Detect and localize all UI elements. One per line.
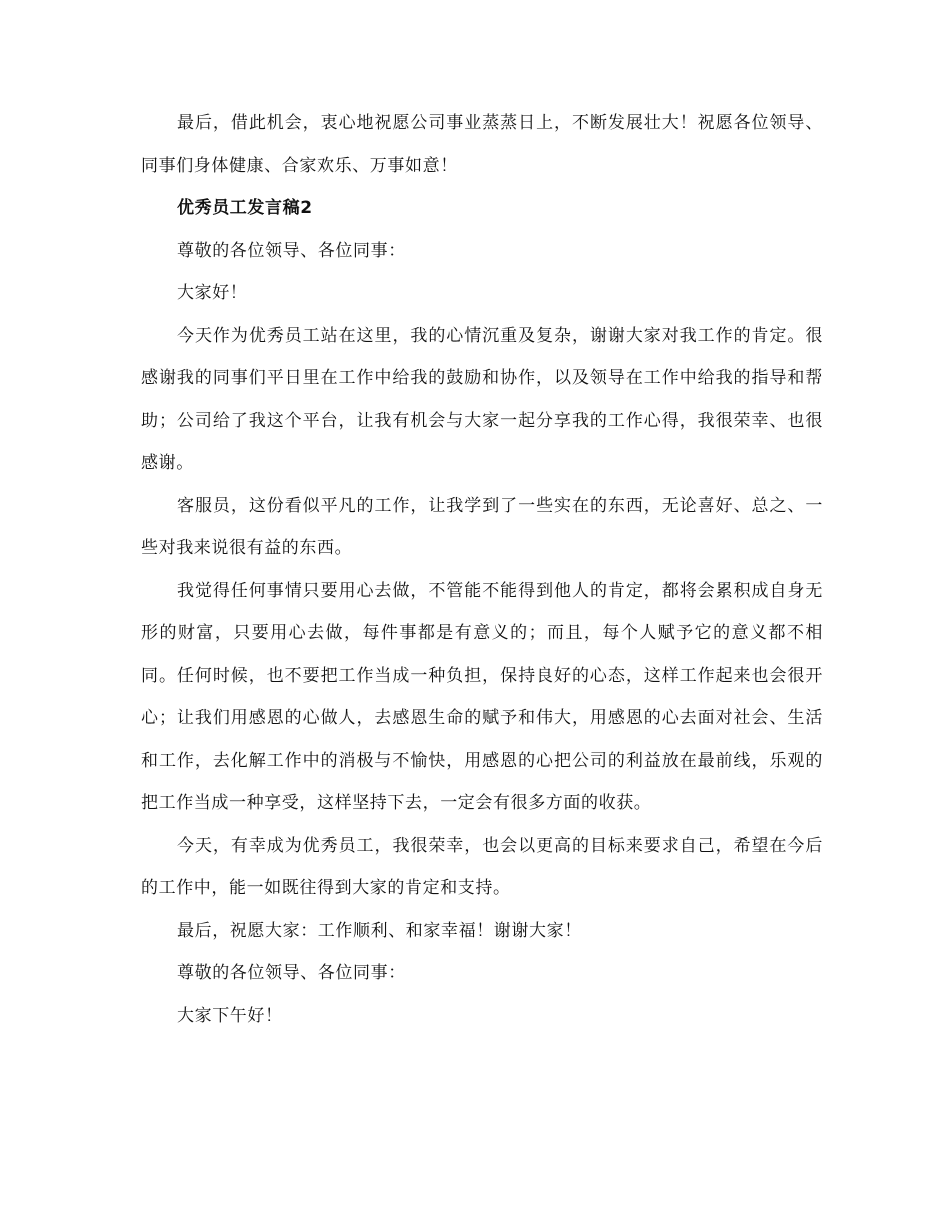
salutation: 尊敬的各位领导、各位同事： (177, 963, 406, 983)
closing-paragraph: 最后，祝愿大家：工作顺利、和家幸福！谢谢大家！ (177, 920, 582, 941)
body-paragraph: 我觉得任何事情只要用心去做，不管能不能得到他人的肯定，都将会累积成自身无形的财富，只要用心去做，每件事都是有意义的；而且，每个人赋予它的意义都不相同。任何时候，也不要把工作当成一种负担，保持良好的心态，这样工作起来也会很开心；让我们用感恩的心做人，去感恩生命的赋予和伟大，用感恩的心去面对社会、生活和工作，去化解工作中的消极与不愉快，用感恩的心把公司的利益放在最前线，乐观的把工作当成一种享受，这样坚持下去，一定会有很多方面的收获。 (141, 580, 823, 813)
greeting: 大家好！ (177, 283, 248, 303)
salutation: 尊敬的各位领导、各位同事： (177, 240, 406, 261)
body-paragraph: 客服员，这份看似平凡的工作，让我学到了一些实在的东西，无论喜好、总之、一些对我来说很有益的东西。 (141, 495, 823, 558)
closing-paragraph: 最后，借此机会，衷心地祝愿公司事业蒸蒸日上，不断发展壮大！祝愿各位领导、同事们身体健康、合家欢乐、万事如意！ (141, 113, 823, 176)
body-paragraph: 今天作为优秀员工站在这里，我的心情沉重及复杂，谢谢大家对我工作的肯定。很感谢我的同事们平日里在工作中给我的鼓励和协作，以及领导在工作中给我的指导和帮助；公司给了我这个平台，让我有机会与大家一起分享我的工作心得，我很荣幸、也很感谢。 (141, 325, 823, 473)
section-heading: 优秀员工发言稿2 (177, 198, 313, 218)
document-body (141, 102, 823, 1037)
body-paragraph: 今天，有幸成为优秀员工，我很荣幸，也会以更高的目标来要求自己，希望在今后的工作中，能一如既往得到大家的肯定和支持。 (141, 835, 823, 898)
greeting: 大家下午好！ (177, 1005, 283, 1026)
